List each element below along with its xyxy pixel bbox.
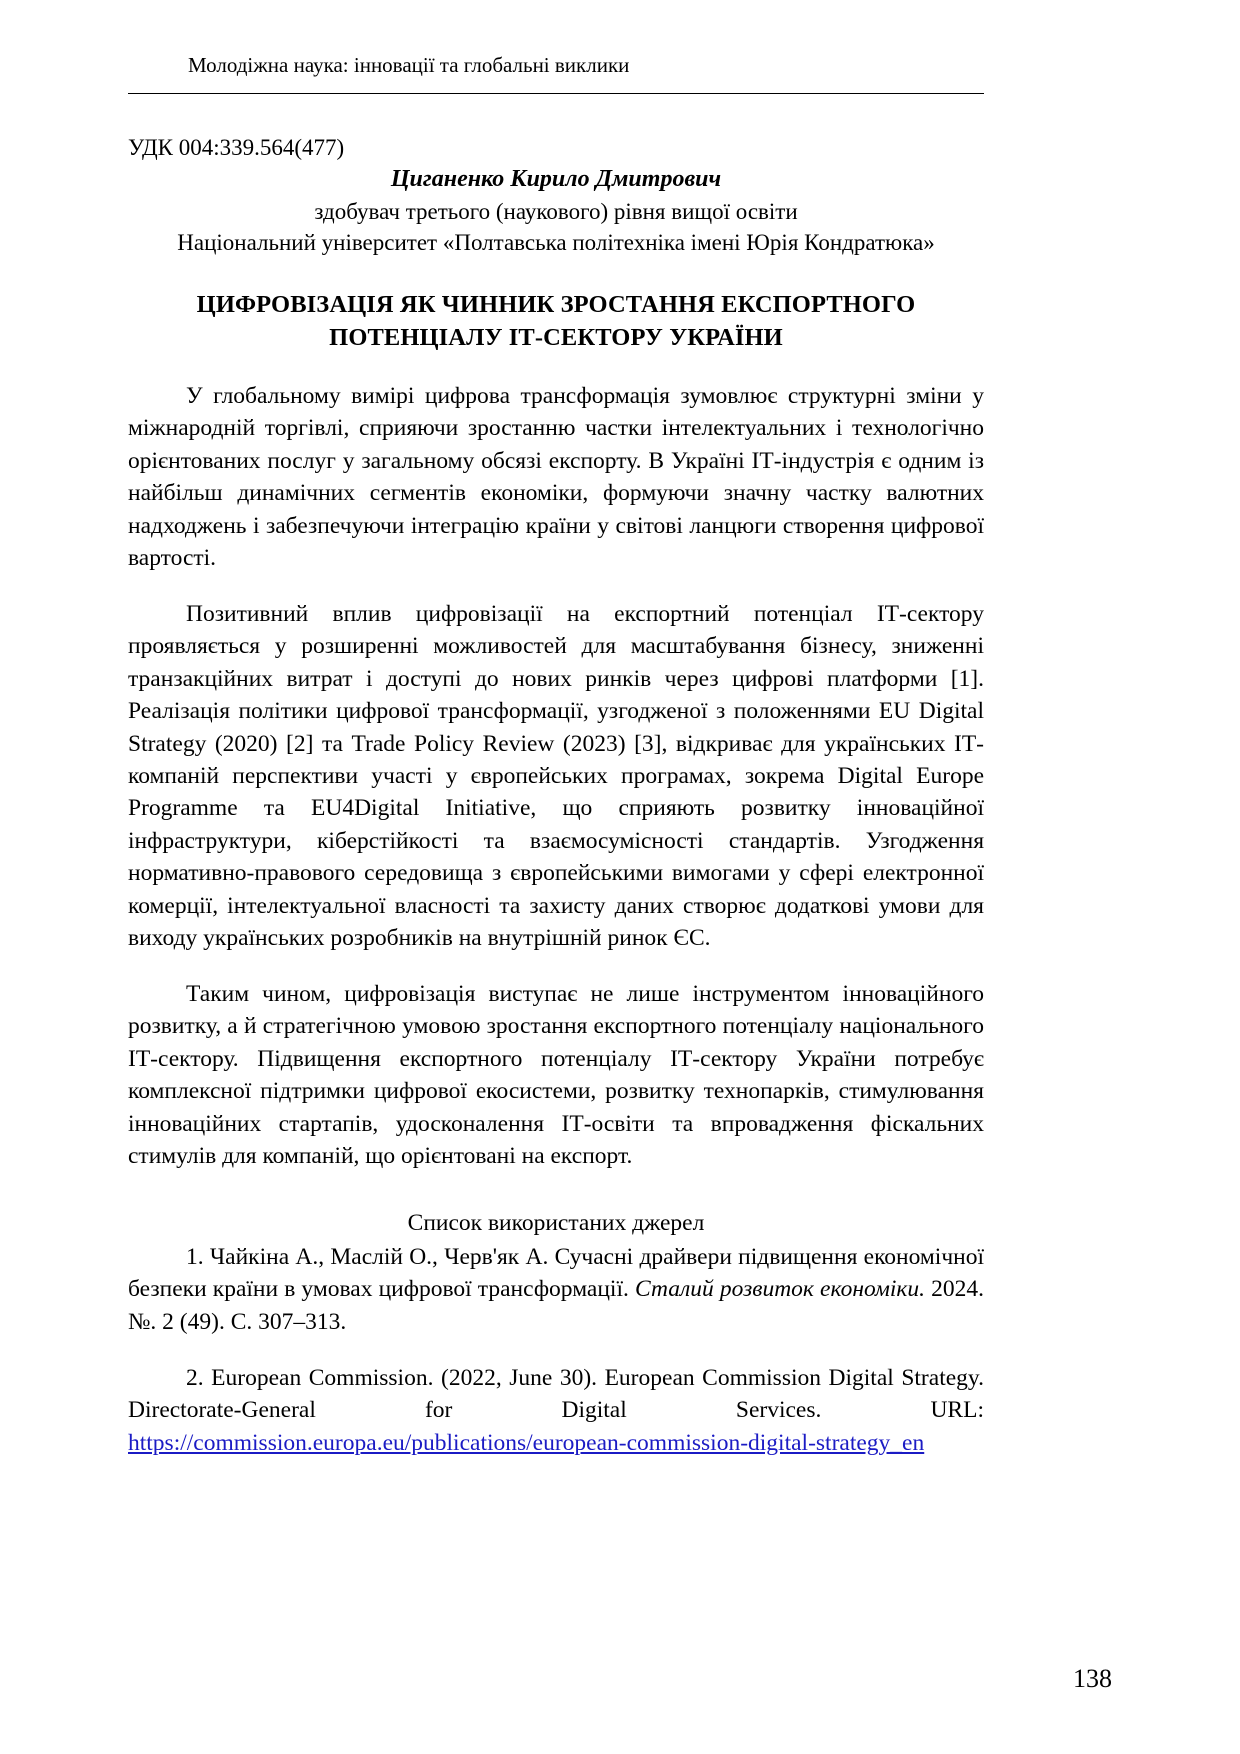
reference-1-text-b: 2024. №. 2 (49). С. 307–313. (128, 1276, 984, 1335)
body-paragraph-3: Таким чином, цифровізація виступає не лише інструментом інноваційного розвитку, а й стратегічною умовою зростання експортного потенціалу національного ІТ-сектору. Підвищення експортного потенціалу ІТ-сектору України потребує комплексної підтримки цифрової екосистеми, розвитку технопарків, стимулювання інноваційних стартапів, удосконалення ІТ-освіти та впровадження фіскальних стимулів для компаній, що орієнтовані на експорт. (128, 981, 984, 1170)
reference-2-text-a: 2. European Commission. (2022, June 30). European Commission Digital Strategy. Directorate-General for Digital Services. URL: (128, 1364, 984, 1424)
running-head: Молодіжна наука: інновації та глобальні виклики (188, 53, 630, 77)
page-content (128, 52, 984, 1483)
author-name: Циганенко Кирило Дмитрович (390, 166, 722, 193)
article-title (128, 289, 984, 354)
references-heading: Список використаних джерел (407, 1209, 705, 1236)
body-paragraph-1: У глобальному вимірі цифрова трансформація зумовлює структурні зміни у міжнародній торгівлі, сприяючи зростанню частки інтелектуальних і технологічно орієнтованих послуг у загальному обсязі експорту. В Україні ІТ-індустрія є одним із найбільш динамічних сегментів економіки, формуючи значну частку валютних надходжень і забезпечуючи інтеграцію країни у світові ланцюги створення цифрової вартості. (128, 382, 984, 571)
author-affiliation: Національний університет «Полтавська політехніка імені Юрія Кондратюка» (177, 230, 935, 256)
article-title-line-2: ПОТЕНЦІАЛУ ІТ-СЕКТОРУ УКРАЇНИ (329, 323, 783, 351)
reference-1-source-italic: Сталий розвиток економіки. (635, 1276, 925, 1303)
reference-2-url-link[interactable]: https://commission.europa.eu/publications/european-commission-digital-strategy_en (128, 1429, 925, 1456)
article-title-line-1: ЦИФРОВІЗАЦІЯ ЯК ЧИННИК ЗРОСТАННЯ ЕКСПОРТНОГО (196, 291, 916, 319)
header-divider (128, 93, 984, 94)
reference-1-text-a: 1. Чайкіна А., Маслій О., Черв'як А. Сучасні драйвери підвищення економічної безпеки країни в умовах цифрової трансформації. (128, 1243, 984, 1303)
body-paragraph-2: Позитивний вплив цифровізації на експортний потенціал ІТ-сектору проявляється у розширенні можливостей для масштабування бізнесу, зниженні транзакційних витрат і доступі до нових ринків через цифрові платформи [1]. Реалізація політики цифрової трансформації, узгодженої з положеннями EU Digital Strategy (2020) [2] та Trade Policy Review (2023) [3], відкриває для українських ІТ-компаній перспективи участі у європейських програмах, зокрема Digital Europe Programme та EU4Digital Initiative, що сприяють розвитку інноваційної інфраструктури, кіберстійкості та взаємосумісності стандартів. Узгодження нормативно-правового середовища з європейськими вимогами у сфері електронної комерції, інтелектуальної власності та захисту даних створює додаткові умови для виходу українських розробників на внутрішній ринок ЄС. (128, 600, 984, 952)
udk-code: УДК 004:339.564(477) (128, 135, 345, 161)
author-degree: здобувач третього (наукового) рівня вищої освіти (314, 198, 798, 224)
reference-item-2 (128, 1362, 984, 1459)
page-number: 138 (1073, 1664, 1112, 1693)
reference-item-1 (128, 1241, 984, 1338)
